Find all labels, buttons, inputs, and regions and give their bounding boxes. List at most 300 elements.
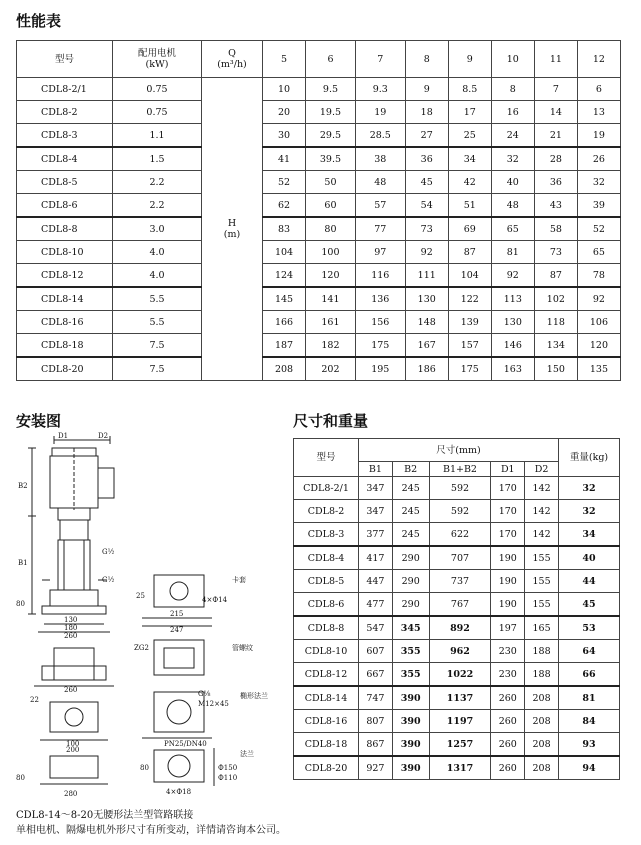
- table-row: [294, 710, 620, 733]
- cell-head: 8.5: [448, 78, 491, 101]
- cell-kw: 0.75: [113, 101, 202, 124]
- cell-head: 54: [405, 194, 448, 218]
- cell-dim: 707: [429, 546, 491, 570]
- cell-weight: 40: [559, 546, 620, 570]
- cell-dim: 347: [359, 500, 393, 523]
- cell-dim: 197: [491, 616, 525, 640]
- table-row: [17, 171, 621, 194]
- col-d1: D1: [491, 462, 525, 477]
- note-line2: 单相电机、隔爆电机外形尺寸有所变动，详情请咨询本公司。: [16, 825, 286, 836]
- table-row: [294, 756, 620, 780]
- cell-dim: 622: [429, 523, 491, 547]
- col-flow: 11: [534, 41, 577, 78]
- cell-head: 122: [448, 287, 491, 311]
- cell-dim: 260: [491, 686, 525, 710]
- table-row: [294, 616, 620, 640]
- cell-model: CDL8-3: [17, 124, 113, 148]
- motor-label: 配用电机: [137, 48, 176, 59]
- label-thread: 管螺纹: [232, 644, 253, 652]
- cell-kw: 0.75: [113, 78, 202, 101]
- cell-kw: 1.1: [113, 124, 202, 148]
- cell-head: 36: [405, 147, 448, 171]
- cell-dim: 607: [359, 640, 393, 663]
- col-flow: 6: [306, 41, 356, 78]
- cell-head: 9: [405, 78, 448, 101]
- q-unit: (m³/h): [217, 59, 247, 70]
- cell-head: 175: [448, 357, 491, 381]
- cell-dim: 290: [392, 593, 429, 617]
- table-row: [294, 733, 620, 757]
- label-zg2: ZG2: [134, 644, 149, 652]
- cell-weight: 94: [559, 756, 620, 780]
- label-22: 22: [30, 696, 39, 704]
- cell-head: 65: [577, 241, 620, 264]
- label-b1: B1: [18, 559, 28, 567]
- cell-head: 65: [491, 217, 534, 241]
- cell-head: 51: [448, 194, 491, 218]
- cell-dim: 867: [359, 733, 393, 757]
- cell-weight: 81: [559, 686, 620, 710]
- cell-dim: 208: [525, 733, 559, 757]
- cell-head: 136: [355, 287, 405, 311]
- label-flange: 法兰: [240, 750, 254, 758]
- cell-head: 58: [534, 217, 577, 241]
- cell-model: CDL8-4: [294, 546, 359, 570]
- installation-title: 安装图: [16, 412, 62, 430]
- cell-dim: 170: [491, 523, 525, 547]
- cell-head: 21: [534, 124, 577, 148]
- cell-kw: 3.0: [113, 217, 202, 241]
- cell-head: 116: [355, 264, 405, 288]
- cell-weight: 32: [559, 500, 620, 523]
- label-d2: D2: [98, 432, 109, 440]
- cell-dim: 592: [429, 500, 491, 523]
- label-g-b: G½: [102, 576, 115, 584]
- cell-dim: 155: [525, 593, 559, 617]
- cell-head: 187: [263, 334, 306, 358]
- cell-dim: 390: [392, 710, 429, 733]
- cell-head: 195: [355, 357, 405, 381]
- cell-dim: 260: [491, 733, 525, 757]
- cell-head: 73: [534, 241, 577, 264]
- table-row: [294, 663, 620, 687]
- table-row: [17, 357, 621, 381]
- cell-head: 124: [263, 264, 306, 288]
- cell-head: 28: [534, 147, 577, 171]
- cell-dim: 390: [392, 756, 429, 780]
- col-b1: B1: [359, 462, 393, 477]
- table-row: [294, 570, 620, 593]
- col-b2: B2: [392, 462, 429, 477]
- cell-dim: 377: [359, 523, 393, 547]
- col-flow: 10: [491, 41, 534, 78]
- cell-head: 30: [263, 124, 306, 148]
- label-80a: 80: [16, 600, 25, 608]
- cell-head: 8: [491, 78, 534, 101]
- cell-head: 208: [263, 357, 306, 381]
- cell-head: 19: [355, 101, 405, 124]
- table-row: [17, 311, 621, 334]
- cell-model: CDL8-18: [17, 334, 113, 358]
- cell-head: 39.5: [306, 147, 356, 171]
- cell-dim: 190: [491, 546, 525, 570]
- cell-weight: 32: [559, 477, 620, 500]
- cell-dim: 892: [429, 616, 491, 640]
- cell-head: 92: [577, 287, 620, 311]
- cell-model: CDL8-2: [294, 500, 359, 523]
- cell-dim: 355: [392, 640, 429, 663]
- label-260b: 260: [64, 686, 78, 694]
- cell-head: 146: [491, 334, 534, 358]
- cell-dim: 260: [491, 710, 525, 733]
- col-size: 尺寸(mm): [359, 439, 559, 462]
- cell-head: 80: [306, 217, 356, 241]
- cell-dim: 260: [491, 756, 525, 780]
- cell-dim: 355: [392, 663, 429, 687]
- cell-dim: 290: [392, 546, 429, 570]
- cell-head: 145: [263, 287, 306, 311]
- cell-head: 27: [405, 124, 448, 148]
- cell-dim: 1257: [429, 733, 491, 757]
- cell-dim: 447: [359, 570, 393, 593]
- table-row: [17, 194, 621, 218]
- cell-model: CDL8-3: [294, 523, 359, 547]
- cell-head: 139: [448, 311, 491, 334]
- cell-head: 17: [448, 101, 491, 124]
- cell-head: 182: [306, 334, 356, 358]
- table-row: [17, 217, 621, 241]
- cell-dim: 188: [525, 663, 559, 687]
- table-row: [17, 147, 621, 171]
- cell-head: 32: [577, 171, 620, 194]
- label-200: 200: [66, 746, 80, 754]
- cell-head: 87: [448, 241, 491, 264]
- cell-head: 39: [577, 194, 620, 218]
- cell-head: 157: [448, 334, 491, 358]
- cell-head: 77: [355, 217, 405, 241]
- cell-head: 130: [405, 287, 448, 311]
- label-hole2: 4×Ф18: [166, 788, 192, 796]
- cell-head: 18: [405, 101, 448, 124]
- note-line1: CDL8-14～8-20无腰形法兰型管路联接: [16, 810, 194, 821]
- cell-head: 57: [355, 194, 405, 218]
- table-row: [17, 287, 621, 311]
- cell-head: 29.5: [306, 124, 356, 148]
- cell-head: 78: [577, 264, 620, 288]
- cell-model: CDL8-16: [17, 311, 113, 334]
- cell-head: 7: [534, 78, 577, 101]
- cell-dim: 927: [359, 756, 393, 780]
- h-label: H: [227, 218, 237, 229]
- cell-model: CDL8-20: [294, 756, 359, 780]
- cell-dim: 737: [429, 570, 491, 593]
- cell-head: 28.5: [355, 124, 405, 148]
- cell-head: 19: [577, 124, 620, 148]
- cell-kw: 5.5: [113, 311, 202, 334]
- col-q: [202, 41, 263, 78]
- cell-kw: 2.2: [113, 171, 202, 194]
- label-110: Ф110: [218, 774, 238, 782]
- label-b2: B2: [18, 482, 28, 490]
- col-motor: [113, 41, 202, 78]
- cell-dim: 142: [525, 500, 559, 523]
- cell-kw: 4.0: [113, 264, 202, 288]
- table-row: [294, 686, 620, 710]
- label-215: 215: [170, 610, 184, 618]
- table-row: [294, 523, 620, 547]
- cell-head: 83: [263, 217, 306, 241]
- cell-head: 20: [263, 101, 306, 124]
- cell-dim: 345: [392, 616, 429, 640]
- cell-head: 167: [405, 334, 448, 358]
- cell-dim: 170: [491, 477, 525, 500]
- label-pn: PN25/DN40: [164, 740, 207, 748]
- cell-dim: 667: [359, 663, 393, 687]
- label-d1: D1: [58, 432, 69, 440]
- cell-weight: 44: [559, 570, 620, 593]
- cell-model: CDL8-6: [17, 194, 113, 218]
- cell-dim: 230: [491, 640, 525, 663]
- motor-unit: (kW): [145, 59, 169, 70]
- label-100: 100: [66, 740, 80, 748]
- col-b1b2: B1+B2: [429, 462, 491, 477]
- cell-head: 48: [355, 171, 405, 194]
- cell-head: 19.5: [306, 101, 356, 124]
- cell-model: CDL8-14: [294, 686, 359, 710]
- cell-head: 60: [306, 194, 356, 218]
- cell-dim: 547: [359, 616, 393, 640]
- label-g-a: G½: [102, 548, 115, 556]
- cell-model: CDL8-5: [294, 570, 359, 593]
- table-row: [17, 334, 621, 358]
- installation-drawing: [14, 430, 289, 802]
- cell-dim: 390: [392, 733, 429, 757]
- cell-model: CDL8-18: [294, 733, 359, 757]
- table-row: [294, 546, 620, 570]
- table-row: [294, 640, 620, 663]
- cell-dim: 390: [392, 686, 429, 710]
- cell-head: 163: [491, 357, 534, 381]
- cell-dim: 188: [525, 640, 559, 663]
- cell-head: 175: [355, 334, 405, 358]
- cell-head: 141: [306, 287, 356, 311]
- cell-head: 52: [263, 171, 306, 194]
- cell-model: CDL8-12: [294, 663, 359, 687]
- label-80c: 80: [140, 764, 149, 772]
- cell-head: 104: [448, 264, 491, 288]
- cell-model: CDL8-2/1: [17, 78, 113, 101]
- cell-dim: 417: [359, 546, 393, 570]
- cell-model: CDL8-8: [294, 616, 359, 640]
- cell-head: 106: [577, 311, 620, 334]
- cell-head: 42: [448, 171, 491, 194]
- cell-weight: 66: [559, 663, 620, 687]
- label-g18: G⅛: [198, 690, 211, 698]
- cell-head: 10: [263, 78, 306, 101]
- cell-dim: 155: [525, 570, 559, 593]
- cell-head: 48: [491, 194, 534, 218]
- cell-model: CDL8-16: [294, 710, 359, 733]
- cell-model: CDL8-8: [17, 217, 113, 241]
- label-cap: 卡套: [232, 576, 246, 584]
- cell-dim: 230: [491, 663, 525, 687]
- label-hole1: 4×Ф14: [202, 596, 228, 604]
- table-row: [17, 241, 621, 264]
- cell-head: 52: [577, 217, 620, 241]
- col-flow: 8: [405, 41, 448, 78]
- performance-title: 性能表: [16, 12, 62, 30]
- cell-dim: 807: [359, 710, 393, 733]
- label-130: 130: [64, 616, 78, 624]
- cell-dim: 208: [525, 686, 559, 710]
- label-150: Ф150: [218, 764, 238, 772]
- cell-dim: 1022: [429, 663, 491, 687]
- cell-head: 92: [491, 264, 534, 288]
- cell-kw: 7.5: [113, 357, 202, 381]
- table-row: [294, 477, 620, 500]
- label-oval: 椭形法兰: [240, 692, 268, 700]
- cell-head: 13: [577, 101, 620, 124]
- cell-head: 113: [491, 287, 534, 311]
- cell-dim: 347: [359, 477, 393, 500]
- cell-dim: 1197: [429, 710, 491, 733]
- col-flow: 5: [263, 41, 306, 78]
- cell-head: 16: [491, 101, 534, 124]
- cell-head: 150: [534, 357, 577, 381]
- h-unit: (m): [223, 229, 241, 240]
- cell-dim: 190: [491, 570, 525, 593]
- cell-head: 32: [491, 147, 534, 171]
- cell-dim: 142: [525, 477, 559, 500]
- cell-head: 100: [306, 241, 356, 264]
- label-80b: 80: [16, 774, 25, 782]
- label-m12: M12×45: [198, 700, 229, 708]
- cell-model: CDL8-2/1: [294, 477, 359, 500]
- cell-head: 26: [577, 147, 620, 171]
- cell-head: 120: [577, 334, 620, 358]
- cell-dim: 962: [429, 640, 491, 663]
- cell-kw: 2.2: [113, 194, 202, 218]
- cell-head: 148: [405, 311, 448, 334]
- cell-head: 104: [263, 241, 306, 264]
- cell-head: 40: [491, 171, 534, 194]
- col-model: 型号: [294, 439, 359, 477]
- cell-dim: 1317: [429, 756, 491, 780]
- cell-head: 135: [577, 357, 620, 381]
- cell-dim: 170: [491, 500, 525, 523]
- cell-head: 38: [355, 147, 405, 171]
- cell-head: 111: [405, 264, 448, 288]
- cell-dim: 477: [359, 593, 393, 617]
- cell-model: CDL8-12: [17, 264, 113, 288]
- cell-dim: 747: [359, 686, 393, 710]
- table-row: [17, 124, 621, 148]
- cell-dim: 208: [525, 756, 559, 780]
- dimension-title: 尺寸和重量: [293, 412, 369, 430]
- col-flow: 7: [355, 41, 405, 78]
- cell-head: 102: [534, 287, 577, 311]
- label-180: 180: [64, 624, 78, 632]
- cell-weight: 64: [559, 640, 620, 663]
- cell-head: 14: [534, 101, 577, 124]
- cell-model: CDL8-5: [17, 171, 113, 194]
- cell-head: 69: [448, 217, 491, 241]
- cell-kw: 5.5: [113, 287, 202, 311]
- cell-head: 130: [491, 311, 534, 334]
- label-25: 25: [136, 592, 145, 600]
- cell-head: 120: [306, 264, 356, 288]
- q-label: Q: [228, 48, 236, 59]
- cell-kw: 4.0: [113, 241, 202, 264]
- cell-head: 97: [355, 241, 405, 264]
- col-d2: D2: [525, 462, 559, 477]
- cell-model: CDL8-6: [294, 593, 359, 617]
- cell-dim: 165: [525, 616, 559, 640]
- table-row: [17, 264, 621, 288]
- cell-head: 202: [306, 357, 356, 381]
- cell-dim: 208: [525, 710, 559, 733]
- table-row: [17, 78, 621, 101]
- cell-dim: 245: [392, 477, 429, 500]
- cell-dim: 592: [429, 477, 491, 500]
- cell-head: 25: [448, 124, 491, 148]
- cell-head: 156: [355, 311, 405, 334]
- cell-head: 87: [534, 264, 577, 288]
- cell-head: 50: [306, 171, 356, 194]
- cell-dim: 245: [392, 500, 429, 523]
- cell-head: 73: [405, 217, 448, 241]
- cell-h: [202, 78, 263, 381]
- cell-head: 36: [534, 171, 577, 194]
- cell-model: CDL8-20: [17, 357, 113, 381]
- cell-weight: 93: [559, 733, 620, 757]
- cell-dim: 290: [392, 570, 429, 593]
- cell-weight: 84: [559, 710, 620, 733]
- cell-head: 43: [534, 194, 577, 218]
- cell-model: CDL8-2: [17, 101, 113, 124]
- cell-kw: 1.5: [113, 147, 202, 171]
- cell-head: 41: [263, 147, 306, 171]
- cell-head: 24: [491, 124, 534, 148]
- dimension-table: [293, 438, 620, 780]
- label-260a: 260: [64, 632, 78, 640]
- cell-head: 92: [405, 241, 448, 264]
- table-row: [17, 101, 621, 124]
- cell-model: CDL8-10: [17, 241, 113, 264]
- col-weight: 重量(kg): [559, 439, 620, 477]
- cell-weight: 53: [559, 616, 620, 640]
- cell-head: 45: [405, 171, 448, 194]
- table-row: [294, 500, 620, 523]
- cell-head: 6: [577, 78, 620, 101]
- cell-head: 161: [306, 311, 356, 334]
- label-247: 247: [170, 626, 184, 634]
- cell-model: CDL8-10: [294, 640, 359, 663]
- cell-head: 118: [534, 311, 577, 334]
- cell-weight: 45: [559, 593, 620, 617]
- cell-head: 134: [534, 334, 577, 358]
- cell-dim: 190: [491, 593, 525, 617]
- col-flow: 9: [448, 41, 491, 78]
- cell-dim: 1137: [429, 686, 491, 710]
- cell-dim: 155: [525, 546, 559, 570]
- cell-dim: 767: [429, 593, 491, 617]
- cell-head: 186: [405, 357, 448, 381]
- cell-head: 9.5: [306, 78, 356, 101]
- cell-dim: 142: [525, 523, 559, 547]
- col-model: 型号: [17, 41, 113, 78]
- cell-head: 81: [491, 241, 534, 264]
